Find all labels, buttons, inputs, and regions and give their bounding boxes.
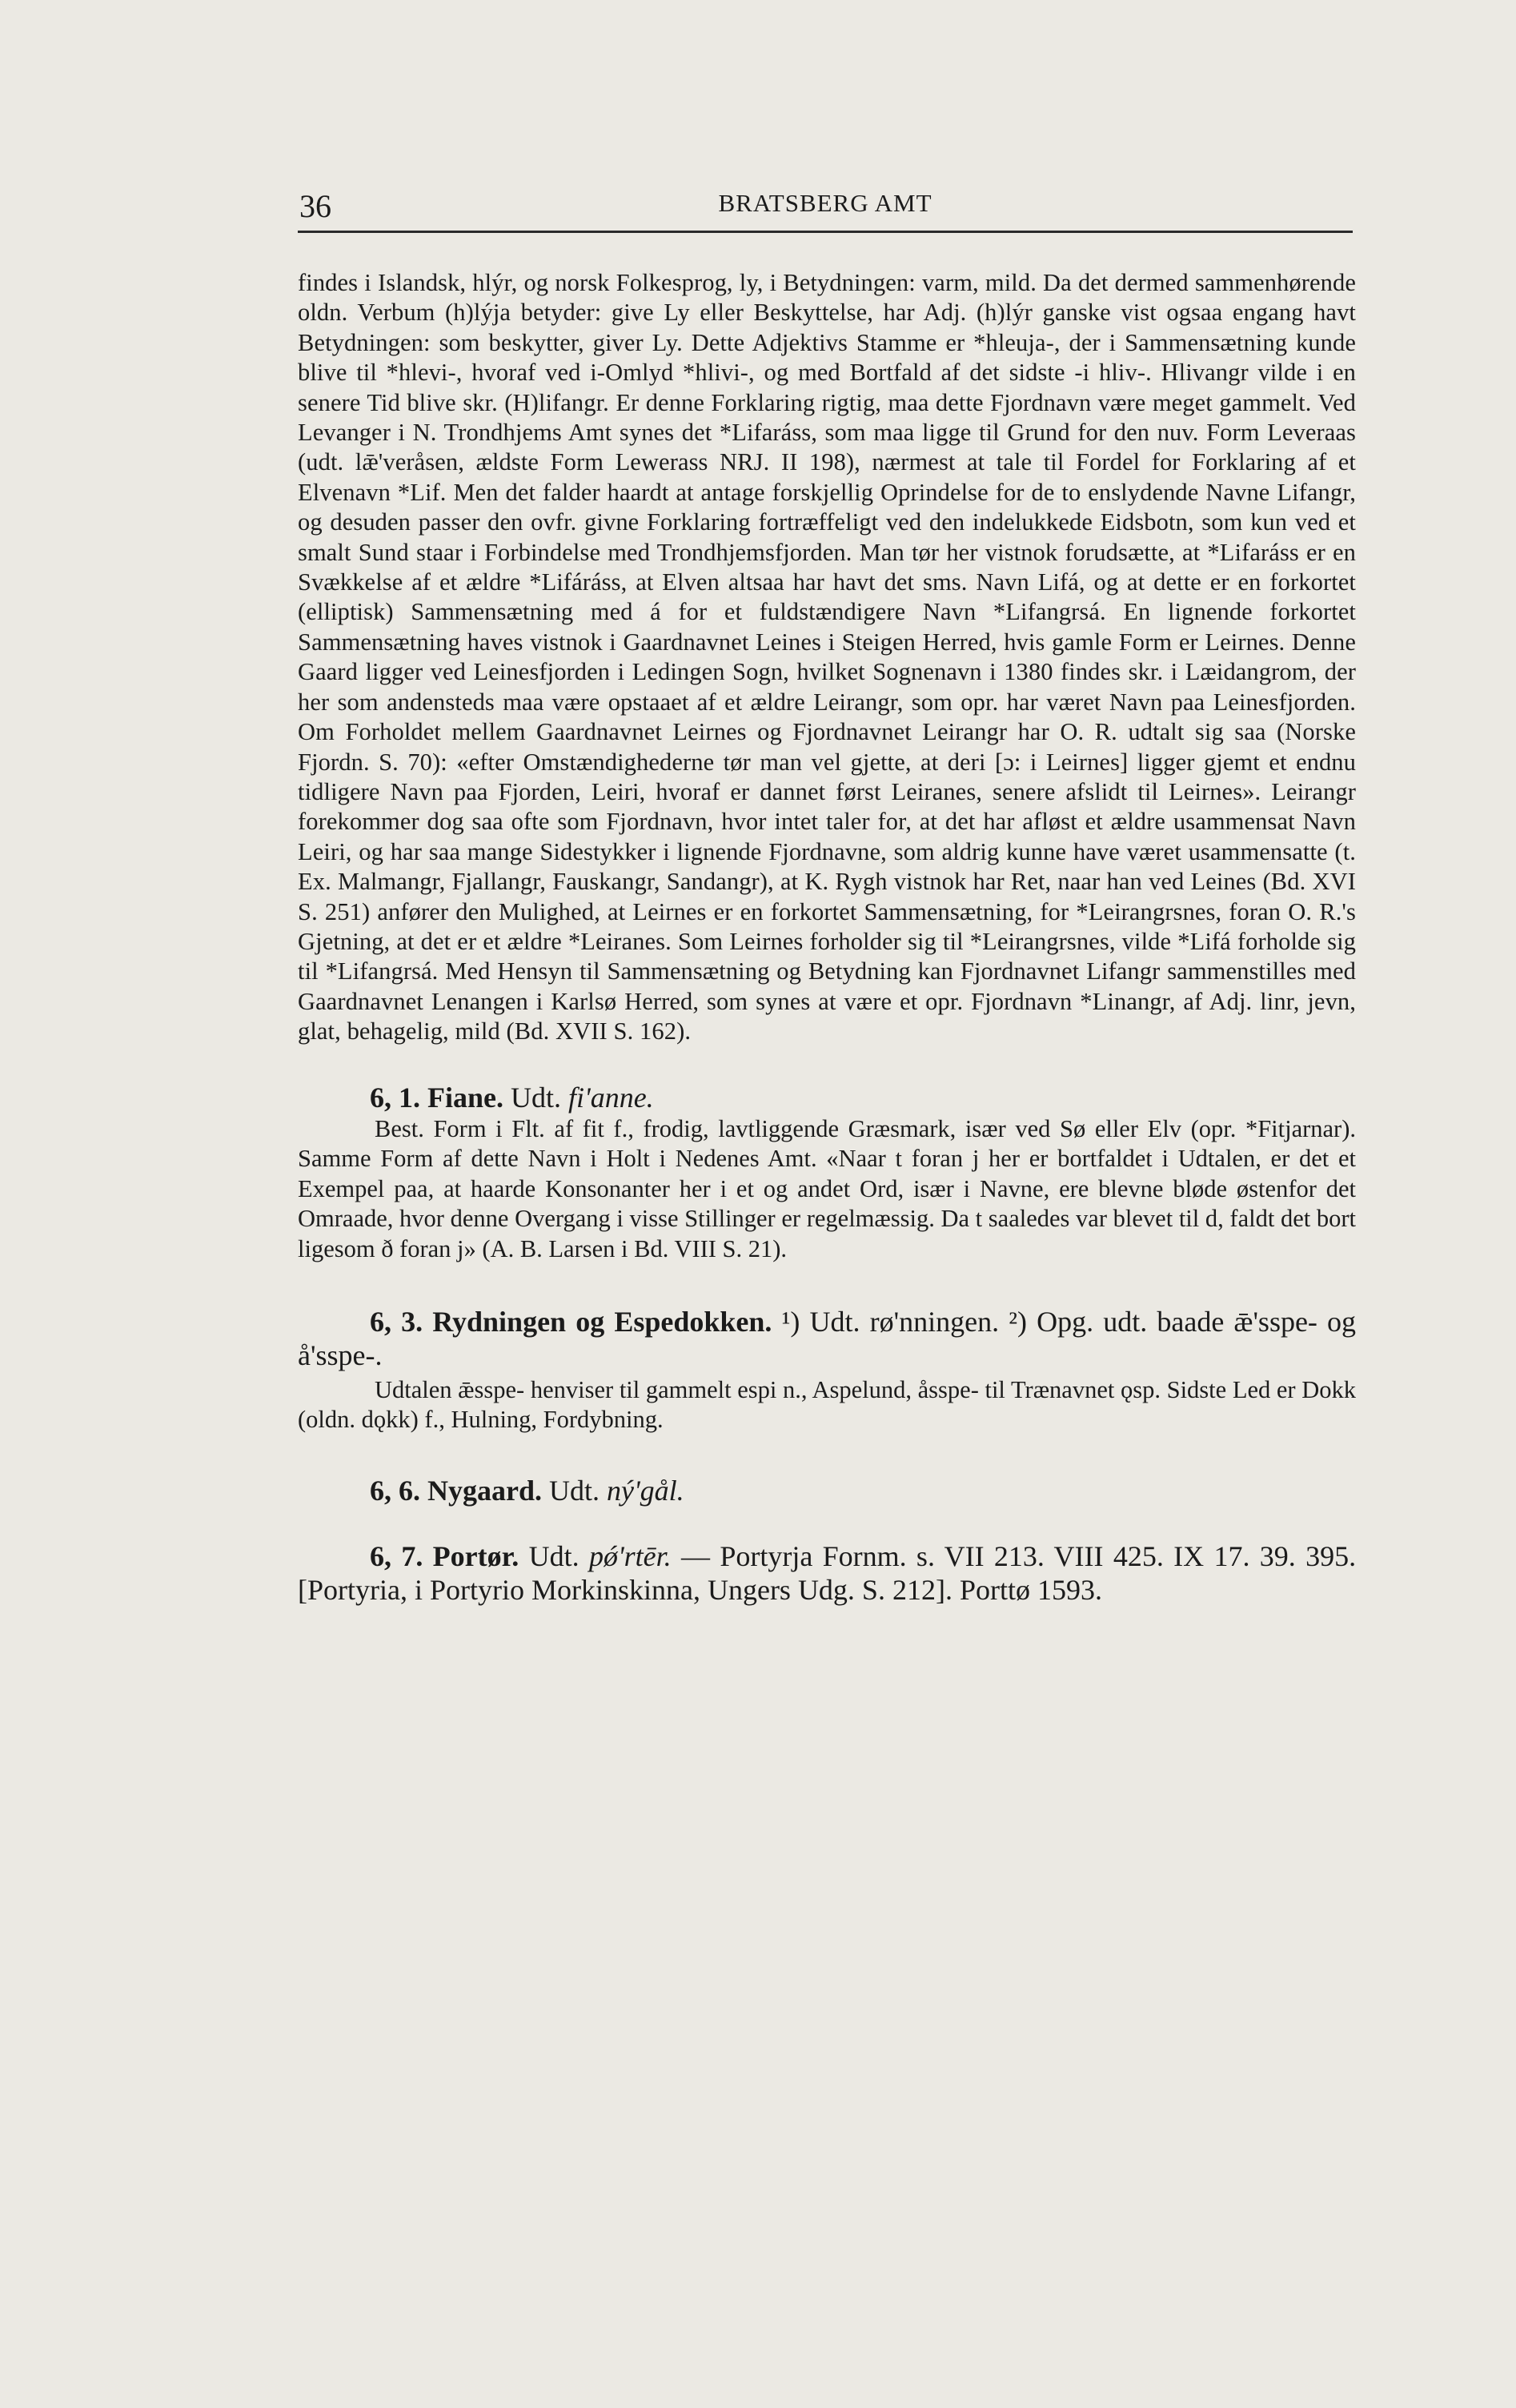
entry-text: — Portyrja Fornm. s. VII 213. VIII 425. IX 17. 39. 395. [Portyria, i Portyrio Morkinskinna, Ungers Udg. S. 212]. Porttø 1593. xyxy=(298,1539,1357,1606)
page-number: 36 xyxy=(299,188,331,224)
entry-heading xyxy=(298,1081,1356,1114)
entry-name: Rydningen og Espedokken. xyxy=(432,1305,772,1338)
running-head: BRATSBERG AMT xyxy=(718,189,932,217)
udt-label: Udt. xyxy=(528,1539,580,1572)
entry-heading xyxy=(298,1305,1356,1372)
pronunciation: pǿ'rtēr. xyxy=(588,1539,672,1572)
entry-portor xyxy=(298,1539,1356,1607)
entry-number: 6, 3. xyxy=(370,1305,423,1338)
entry-heading-rest: ¹) Udt. rø'nningen. ²) Opg. udt. baade ǣ'sspe- og å'sspe-. xyxy=(298,1305,1357,1371)
entry-heading xyxy=(298,1474,1356,1507)
entry-number: 6, 6. xyxy=(370,1474,420,1507)
entry-name: Portør. xyxy=(432,1539,519,1572)
entry-text: Udtalen ǣsspe- henviser til gammelt espi n., Aspelund, åsspe- til Trænavnet ǫsp. Sidste Led er Dokk (oldn. dǫkk) f., Hulning, Fordybning. xyxy=(298,1375,1356,1434)
entry-fiane xyxy=(298,1081,1356,1265)
entry-number: 6, 1. xyxy=(370,1081,420,1114)
continued-paragraph xyxy=(298,268,1356,1047)
entry-text: Best. Form i Flt. af fit f., frodig, lavtliggende Græsmark, især ved Sø eller Elv (opr. *Fitjarnar). Samme Form af dette Navn i Holt i Nedenes Amt. «Naar t foran j her er bortfaldet i Udtalen, er det et Exempel paa, at haarde Konsonanter her i et og andet Ord, især i Navne, ere blevne bløde østenfor det Omraade, hvor denne Overgang i visse Stillinger er regelmæssig. Da t saaledes var blevet til d, faldt det bort ligesom ð foran j» (A. B. Larsen i Bd. VIII S. 21). xyxy=(298,1114,1356,1262)
paragraph-text: findes i Islandsk, hlýr, og norsk Folkesprog, ly, i Betydningen: varm, mild. Da det dermed sammenhørende oldn. Verbum (h)lýja betyder: give Ly eller Beskyttelse, har Adj. (h)lýr ganske vist ogsaa engang havt Betydningen: som beskytter, giver Ly. Dette Adjektivs Stamme er *hleuja-, der i Sammensætning kunde blive til *hlevi-, hvoraf ved i-Omlyd *hlivi-, og med Bortfald af det sidste -i hliv-. Hlivangr vilde i en senere Tid blive skr. (H)lifangr. Er denne Forklaring rigtig, maa dette Fjordnavn være meget gammelt. Ved Levanger i N. Trondhjems Amt synes det *Lifaráss, som maa ligge til Grund for den nuv. Form Leveraas (udt. lǣ'veråsen, ældste Form Lewerass NRJ. II 198), nærmest at tale til Fordel for Forklaring af et Elvenavn *Lif. Men det falder haardt at antage forskjellig Oprindelse for de to enslydende Navne Lifangr, og desuden passer den ovfr. givne Forklaring fortræffeligt ved den indelukkede Eidsbotn, som kun ved et smalt Sund staar i Forbindelse med Trondhjemsfjorden. Man tør her vistnok forudsætte, at *Lifaráss er en Svækkelse af et ældre *Lifáráss, at Elven altsaa har havt det sms. Navn Lifá, og at dette er en forkortet (elliptisk) Sammensætning med á for et fuldstændigere Navn *Lifangrsá. En lignende forkortet Sammensætning haves vistnok i Gaardnavnet Leines i Steigen Herred, hvis gamle Form er Leirnes. Denne Gaard ligger ved Leinesfjorden i Ledingen Sogn, hvilket Sognenavn i 1380 findes skr. i Læidangrom, der her som andensteds maa være opstaaet af et ældre Leirangr, som opr. har været Navn paa Leinesfjorden. Om Forholdet mellem Gaardnavnet Leirnes og Fjordnavnet Leirangr har O. R. udtalt sig saa (Norske Fjordn. S. 70): «efter Omstændighederne tør man vel gjette, at deri [ɔ: i Leirnes] ligger gjemt et endnu tidligere Navn paa Fjorden, Leiri, hvoraf er dannet først Leiranes, senere afslidt til Leirnes». Leirangr forekommer dog saa ofte som Fjordnavn, hvor intet taler for, at det har afløst et ældre usammensat Navn Leiri, og har saa mange Sidestykker i lignende Fjordnavne, som aldrig kunne have været usammensatte (t. Ex. Malmangr, Fjallangr, Fauskangr, Sandangr), at K. Rygh vistnok har Ret, naar han ved Leines (Bd. XVI S. 251) anfører den Mulighed, at Leirnes er en forkortet Sammensætning, for *Leirangrsnes, foran O. R.'s Gjetning, at det er et ældre *Leiranes. Som Leirnes forholder sig til *Leirangrsnes, vilde *Lifá forholde sig til *Lifangrsá. Med Hensyn til Sammensætning og Betydning kan Fjordnavnet Lifangr sammenstilles med Gaardnavnet Lenangen i Karlsø Herred, som synes at være et opr. Fjordnavn *Linangr, af Adj. linr, jevn, glat, behagelig, mild (Bd. XVII S. 162). xyxy=(298,269,1356,1045)
entry-number: 6, 7. xyxy=(370,1539,423,1572)
page-header xyxy=(298,183,1353,233)
pronunciation: ný'gål. xyxy=(607,1474,684,1507)
udt-label: Udt. xyxy=(549,1474,600,1507)
entry-name: Fiane. xyxy=(427,1081,503,1114)
pronunciation: fi'anne. xyxy=(568,1081,654,1114)
text-column xyxy=(298,268,1356,1607)
entry-nygaard xyxy=(298,1474,1356,1507)
entry-name: Nygaard. xyxy=(427,1474,542,1507)
udt-label: Udt. xyxy=(511,1081,561,1114)
entry-heading xyxy=(298,1539,1356,1607)
entry-rydningen xyxy=(298,1305,1356,1435)
